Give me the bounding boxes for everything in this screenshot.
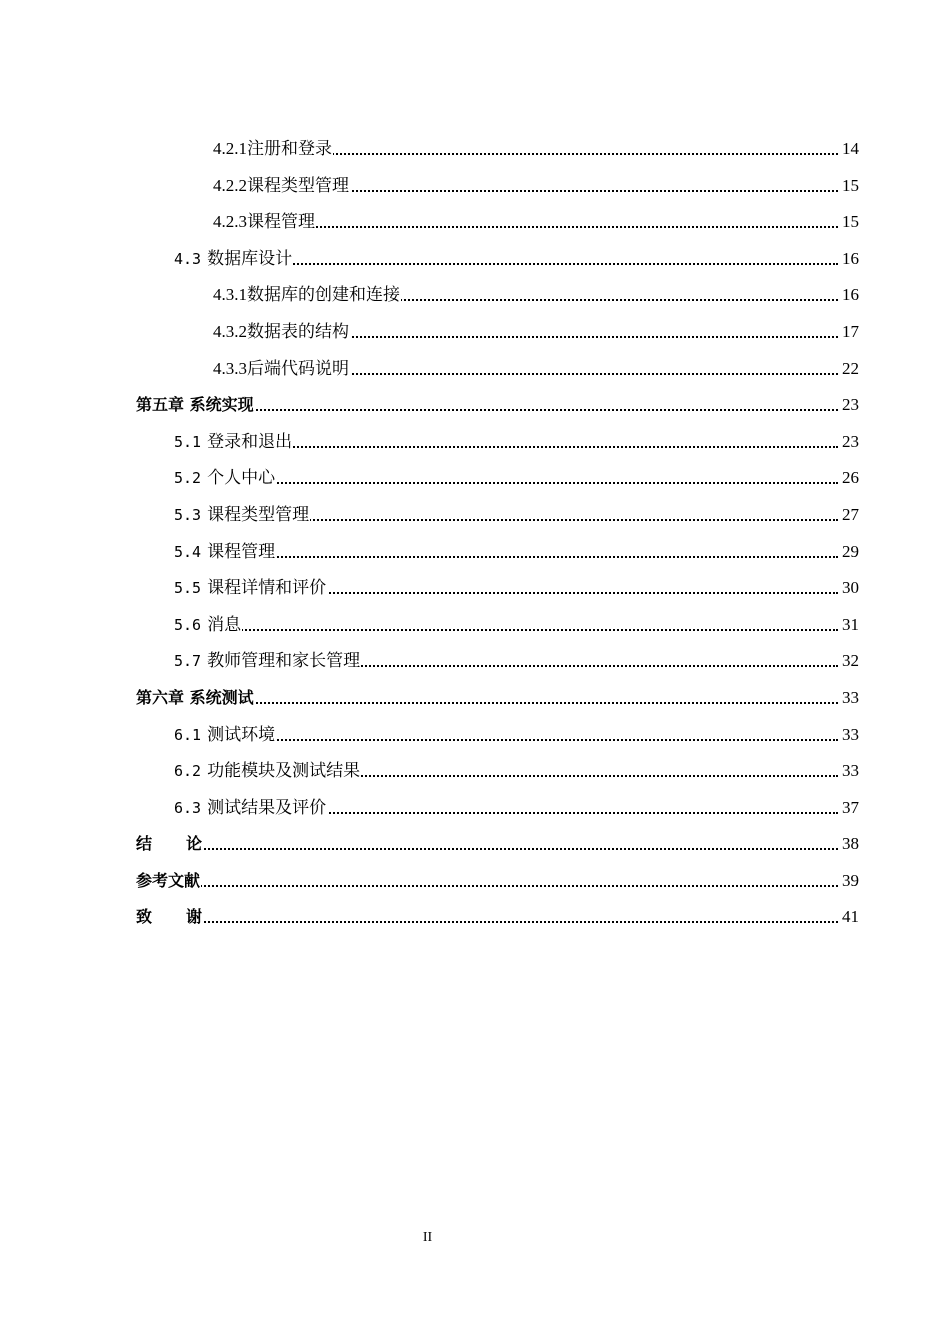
toc-section-title: 个人中心 <box>207 468 276 489</box>
toc-entry-label <box>174 468 276 488</box>
toc-entry-label <box>136 871 201 891</box>
toc-section-title: 注册和登录 <box>247 139 332 159</box>
toc-entry[interactable] <box>0 863 950 900</box>
toc-entry-label <box>174 615 242 635</box>
toc-page-number: 30 <box>842 578 859 598</box>
toc-section-title: 第五章 系统实现 <box>136 395 254 415</box>
toc-section-title: 课程详情和评价 <box>207 578 327 599</box>
toc-entry-label <box>174 249 293 269</box>
toc-section-number: 4.3.1 <box>213 285 247 305</box>
toc-entry-label <box>174 761 361 781</box>
toc-entry-label <box>213 322 350 342</box>
toc-dot-leader <box>174 629 838 631</box>
toc-section-title: 功能模块及测试结果 <box>207 761 361 782</box>
toc-section-title: 教师管理和家长管理 <box>207 651 361 672</box>
toc-page-number: 33 <box>842 724 859 744</box>
toc-entry[interactable] <box>0 241 950 278</box>
toc-section-title: 课程类型管理 <box>247 175 349 196</box>
toc-entry-label <box>174 725 276 745</box>
toc-entry-label <box>213 359 350 379</box>
toc-section-title: 测试结果及评价 <box>207 797 327 818</box>
toc-entry-label <box>174 432 293 452</box>
toc-section-title: 致谢 <box>136 907 237 927</box>
toc-section-number: 5.4 <box>174 542 202 561</box>
toc-entry-label <box>213 212 316 232</box>
toc-page-number: 37 <box>842 797 859 817</box>
toc-page-number: 32 <box>842 651 859 671</box>
toc-entry[interactable] <box>0 168 950 205</box>
toc-entry[interactable] <box>0 899 950 936</box>
toc-page-number: 17 <box>842 321 859 341</box>
toc-entry-label <box>174 578 327 598</box>
toc-page-number: 15 <box>842 212 859 232</box>
toc-section-title: 后端代码说明 <box>247 358 349 379</box>
toc-page-number: 29 <box>842 541 859 561</box>
toc-section-number: 6.3 <box>174 798 202 817</box>
toc-entry[interactable] <box>0 131 950 168</box>
toc-entry[interactable] <box>0 534 950 571</box>
toc-section-number: 5.6 <box>174 615 202 634</box>
toc-page-number: 26 <box>842 468 859 488</box>
toc-page-number: 38 <box>842 834 859 854</box>
toc-entry[interactable] <box>0 424 950 461</box>
toc-section-title: 数据表的结构 <box>247 321 349 342</box>
toc-section-title: 结论 <box>136 834 237 854</box>
toc-dot-leader <box>136 885 838 887</box>
toc-entry-label <box>213 139 333 159</box>
toc-entry[interactable] <box>0 826 950 863</box>
toc-section-title: 课程管理 <box>207 541 276 562</box>
toc-entry[interactable] <box>0 460 950 497</box>
page-number-footer: II <box>422 1230 433 1245</box>
toc-entry[interactable] <box>0 314 950 351</box>
toc-section-number: 5.2 <box>174 469 202 488</box>
toc-entry-label <box>136 834 237 854</box>
toc-page-number: 23 <box>842 395 859 415</box>
toc-page-number: 39 <box>842 870 859 890</box>
toc-page-number: 27 <box>842 504 859 524</box>
toc-entry[interactable] <box>0 607 950 644</box>
toc-page-number: 33 <box>842 687 859 707</box>
toc-entry-label <box>136 395 255 415</box>
toc-entry-label <box>174 505 310 525</box>
toc-entry-label <box>136 907 237 927</box>
toc-section-title: 参考文献 <box>136 870 201 890</box>
toc-page-number: 16 <box>842 248 859 268</box>
toc-page-number: 16 <box>842 285 859 305</box>
toc-entry[interactable] <box>0 753 950 790</box>
toc-entry[interactable] <box>0 277 950 314</box>
toc-entry-label <box>174 651 361 671</box>
toc-section-title: 数据库设计 <box>207 248 293 269</box>
toc-section-number: 5.3 <box>174 505 202 524</box>
toc-section-number: 4.3 <box>174 249 202 268</box>
toc-page-number: 23 <box>842 431 859 451</box>
toc-entry-label <box>174 798 327 818</box>
toc-entry-label <box>213 285 401 305</box>
toc-dot-leader <box>136 848 838 850</box>
toc-section-number: 6.1 <box>174 725 202 744</box>
table-of-contents <box>0 131 950 936</box>
toc-page-number: 15 <box>842 175 859 195</box>
toc-entry[interactable] <box>0 497 950 534</box>
toc-section-title: 消息 <box>207 614 242 635</box>
toc-entry-label <box>174 542 276 562</box>
toc-entry[interactable] <box>0 351 950 388</box>
toc-section-title: 测试环境 <box>207 724 276 745</box>
toc-dot-leader <box>136 921 838 923</box>
toc-entry[interactable] <box>0 717 950 754</box>
toc-entry[interactable] <box>0 790 950 827</box>
toc-entry[interactable] <box>0 570 950 607</box>
toc-section-title: 课程类型管理 <box>207 504 310 525</box>
toc-entry-label <box>136 688 255 708</box>
toc-section-number: 4.3.2 <box>213 321 247 341</box>
toc-entry[interactable] <box>0 643 950 680</box>
toc-entry[interactable] <box>0 204 950 241</box>
toc-section-number: 4.2.3 <box>213 212 247 232</box>
toc-page-number: 31 <box>842 614 859 634</box>
toc-section-number: 4.3.3 <box>213 358 247 378</box>
toc-section-title: 登录和退出 <box>207 431 293 452</box>
toc-section-number: 5.5 <box>174 579 202 598</box>
toc-entry[interactable] <box>0 387 950 424</box>
toc-page-number: 33 <box>842 761 859 781</box>
toc-entry-label <box>213 176 350 196</box>
toc-page-number: 22 <box>842 358 859 378</box>
toc-entry[interactable] <box>0 680 950 717</box>
toc-section-number: 6.2 <box>174 762 202 781</box>
toc-page-number: 14 <box>842 139 859 158</box>
toc-section-number: 5.7 <box>174 652 202 671</box>
toc-section-title: 数据库的创建和连接 <box>247 285 400 306</box>
toc-section-title: 第六章 系统测试 <box>136 687 254 707</box>
toc-page-number: 41 <box>842 907 859 927</box>
toc-section-title: 课程管理 <box>247 212 315 233</box>
toc-section-number: 5.1 <box>174 432 202 451</box>
toc-section-number: 4.2.1 <box>213 139 247 158</box>
toc-section-number: 4.2.2 <box>213 175 247 195</box>
